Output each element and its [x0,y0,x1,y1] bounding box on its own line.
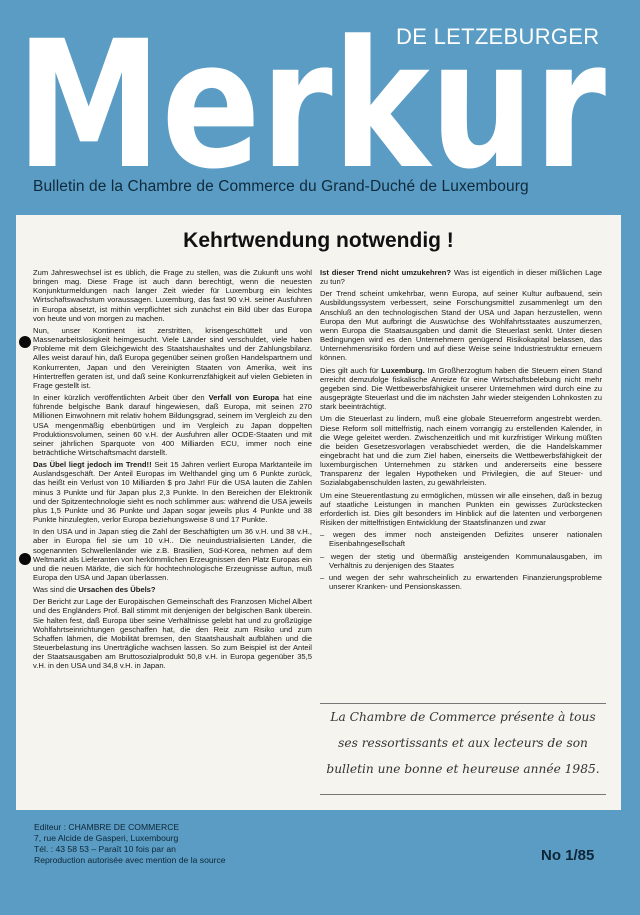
logo-title: Merkur [16,8,607,178]
masthead-top-line: DE LETZEBURGER [396,24,600,49]
punch-hole [19,553,31,565]
paragraph: Dies gilt auch für Luxemburg. Im Großherzogtum haben die Steuern einen Stand erreicht demzufolge fiskalische Anreize für eine Wirtschaftsbelebung nicht mehr gegeben sind. Die Wettbewerbsfähigkeit unserer Unternehmen wird durch eine zu ausgeprägte Steuerlast und die im nächsten Jahr wieder steigenden Lohnkosten zu stark beeinträchtigt. [320,365,602,412]
paragraph: Um die Steuerlast zu lindern, muß eine globale Steuerreform angestrebt werden. Diese Reform soll mittelfristig, nach einem vorrangig zu erstellenden Kalender, in die Wege geleitet werden. Zwischenzeitlich und mit kurzfristiger Wirkung müßten die beiden Gesetzesvorlagen verabschiedet werden, die die Handelskammer eingebracht hat und die zum Ziel haben, einerseits die Wettbewerbsfähigkeit der luxemburgischen Unternehmen zu stärken und andererseits eine bessere Transparenz der legalen Hypotheken und Privilegien, die auf Steuer- und Sozialabgabenschulden lasten, zu gewährleisten. [320,414,602,488]
article-sheet [16,215,621,810]
imprint-line: Reproduction autorisée avec mention de la source [34,855,226,865]
bold-lead: Verfall von Europa [208,393,280,403]
list-item: – wegen des immer noch ansteigenden Defizites unserer nationalen Eisenbahngesellschaft [320,530,602,549]
bold-lead: Luxemburg. [381,365,425,375]
paragraph: Das Übel liegt jedoch im Trend!! Seit 15 Jahren verliert Europa Marktanteile im Auslandsgeschäft. Der Anteil Europas im Welthandel ging um 6 Punkte zurück, das heißt ein Verlust von 10 Milliarden $ pro Jahr! Für die USA lauten die Zahlen minus 3 Punkte und für Japan plus 2,3 Punkte. In den Bereichen der Elektronik und der Spitzentechnologie sieht es noch schlimmer aus: während die USA jeweils plus 1,5 Punkte und 36 Punkte und Japan sogar jeweils plus 4 Punkte und 38 Punkte hinzulegten, verlor Europa beziehungsweise 8 und 17 Punkte. [33,460,312,525]
imprint-line: Editeur : CHAMBRE DE COMMERCE [34,822,180,832]
paragraph: In den USA und in Japan stieg die Zahl der Beschäftigten um 36 v.H. und 38 v.H., aber in Europa fiel sie um 10 v.H.. Die neuindustrialisierten Länder, die sogenannten Schwellenländer wie z.B. Brasilien, Süd-Korea, nehmen auf dem Weltmarkt als Lieferanten von herkömmlichen Erzeugnissen den Platz Europas ein und die neuen Märkte, die sich für hochtechnologische Erzeugnisse auftun, muß Europa den USA und Japan überlassen. [33,527,312,582]
issue-number: No 1/85 [541,847,595,864]
imprint-line: Tél. : 43 58 53 – Paraît 10 fois par an [34,844,176,854]
paragraph: Ist dieser Trend nicht umzukehren? Was ist eigentlich in dieser mißlichen Lage zu tun? [320,268,602,287]
article-headline: Kehrtwendung notwendig ! [183,229,454,252]
punch-hole [19,336,31,348]
merkur-logo [16,8,616,183]
imprint [34,822,226,866]
bold-lead: Das Übel liegt jedoch im Trend!! [33,460,152,470]
new-year-greeting: La Chambre de Commerce présente à tous ses ressortissants et aux lecteurs de son bulletin une bonne et heureuse année 1985. [320,703,606,795]
tagline: Bulletin de la Chambre de Commerce du Grand-Duché de Luxembourg [33,178,529,195]
paragraph: In einer kürzlich veröffentlichten Arbeit über den Verfall von Europa hat eine führende belgische Bank darauf hingewiesen, daß Europa, mit seinen 270 Millionen Einwohnern mit relativ hohem Bildungsgrad, seinem im Vergleich zu den USA mengenmäßig ebenbürtigen und im Vergleich zu Japan doppelten Produktionsvolumen, seinen 60 v.H. der Ausfuhren aller OCDE-Staaten und mit seiner jährlichen Sparquote von 400 Milliarden ECU, immer noch eine beträchtliche Wirtschaftsmacht darstellt. [33,393,312,457]
article-right-column [320,268,602,594]
paragraph: Der Trend scheint umkehrbar, wenn Europa, auf seiner Kultur aufbauend, sein Ausbildungssystem verbessert, seine Forschungsmittel zusammenlegt um den Anschluß an den technologischen Stand der USA und Japan herzustellen, wenn Europa den Mut aufbringt die Auswüchse des Wohlfahrtsstaates auszumerzen, wenn Europa die Staatsausgaben und damit die Steuerlast senkt. Unter diesen Bedingungen wird es den Unternehmern genügend Risikokapital belassen, das Unternehmensrisiko fördern und auf diese Weise seine Industriestruktur erneuern können. [320,289,602,363]
bold-lead: Ist dieser Trend nicht umzukehren? [320,268,452,277]
paragraph: Der Bericht zur Lage der Europäischen Gemeinschaft des Franzosen Michel Albert und des Engländers Prof. Ball stimmt mit denjenigen der belgischen Bank überein. Sie halten fest, daß Europa über seine Verhältnisse gelebt hat und zu großzügige Wohlfahrtseinrichtungen geschaffen hat, die den Reiz zum Risiko und zum Schaffen lähmen, die Mobilität bremsen, den Staatshaushalt aufblähen und die Steuerbelastung ins Unerträgliche wachsen lassen. So zum Beispiel ist der Anteil der Staatsausgaben am Bruttosozialprodukt 50,8 v.H. in Europa gegenüber 35,5 v.H. in den USA und 34,8 v.H. in Japan. [33,597,312,671]
list-item: – wegen der stetig und übermäßig ansteigenden Kommunalausgaben, im Verhältnis zu denjenigen des Staates [320,551,602,570]
paragraph: Was sind die Ursachen des Übels? [33,585,156,595]
article-left-column [33,268,312,674]
paragraph: Zum Jahreswechsel ist es üblich, die Frage zu stellen, was die Zukunft uns wohl bringen mag. Diese Frage ist auch dann berechtigt, wenn die neuesten Konjunkturmeldungen nach langer Zeit wieder für Luxemburg ein leichtes Wirtschaftswachstum voraussagen. Luxemburg, das fast 90 v.H. seiner Ausfuhren in Europa absetzt, ist mithin verpflichtet sich zunächst ein Bild über das Europa von heute und von morgen zu machen. [33,268,312,323]
paragraph: Nun, unser Kontinent ist zerstritten, krisengeschüttelt und von Massenarbeitslosigkeit heimgesucht. Viele Länder sind verschuldet, viele haben Probleme mit dem Gleichgewicht des Staatshaushaltes und der Zahlungsbilanz. Alles weist darauf hin, daß Europa gegenüber seinen großen Handelspartnern und Konkurrenten, Japan und den Vereinigten Staaten von Amerika, weit ins Hintertreffen geraten ist, und daß seine Konkurrenzfähigkeit auf vielen Gebieten in Frage gestellt ist. [33,325,312,390]
list-item: – und wegen der sehr wahrscheinlich zu erwartenden Finanzierungsprobleme unserer Kranken- und Pensionskassen. [320,572,602,591]
bold-lead: Ursachen des Übels? [78,585,156,595]
paragraph: Um eine Steuerentlastung zu ermöglichen, müssen wir alle einsehen, daß in bezug auf staatliche Leistungen in manchen Punkten ein gewisses Zurückstecken erforderlich ist. Dies gilt besonders im Hinblick auf die latenten und verborgenen Risiken der mittelfristigen Entwicklung der Staatsfinanzen und zwar [320,490,602,528]
imprint-line: 7, rue Alcide de Gasperi, Luxembourg [34,833,179,843]
